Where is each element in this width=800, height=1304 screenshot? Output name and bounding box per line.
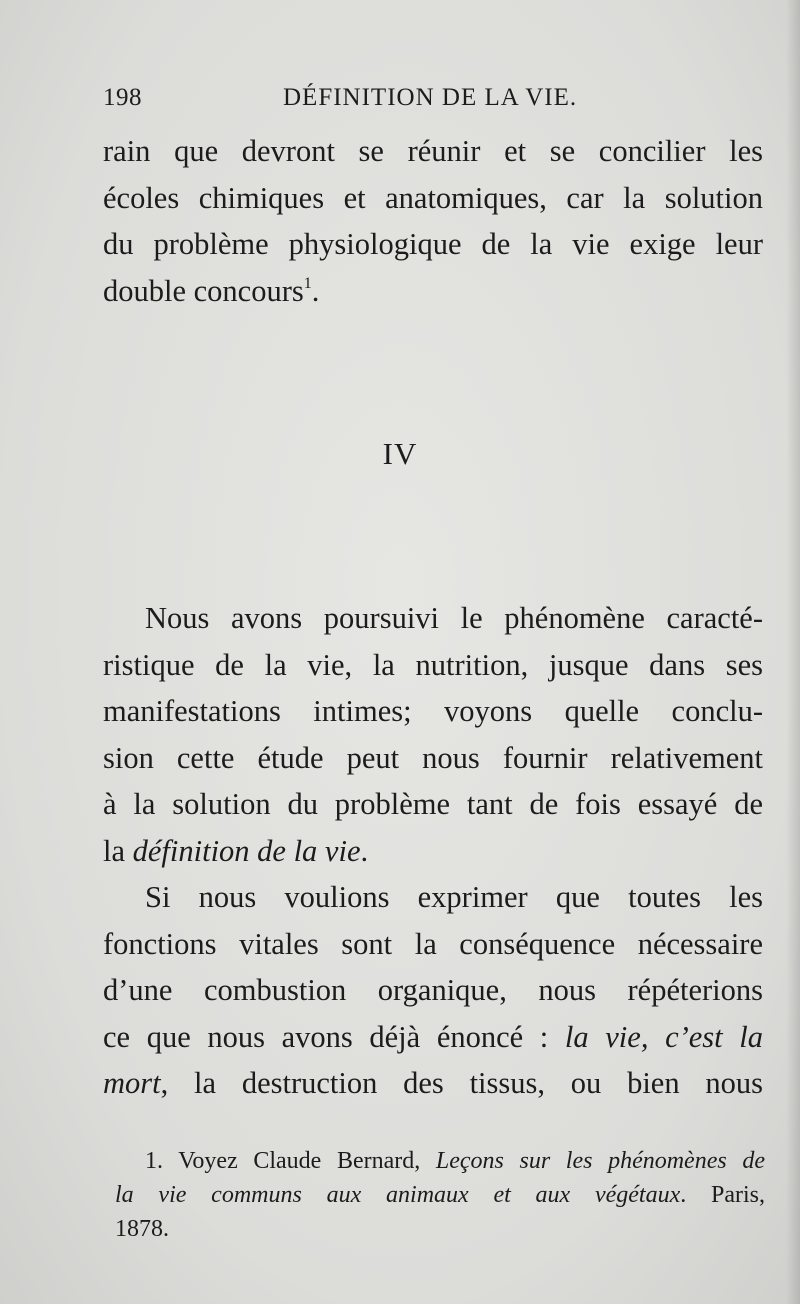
text-line: manifestations intimes; voyons quelle conclu- <box>103 694 763 728</box>
paragraph-combustion <box>103 874 763 1107</box>
paragraph-definition <box>103 595 763 874</box>
text-line: Si nous voulions exprimer que toutes les <box>145 880 763 914</box>
footnote-year: 1878. <box>115 1216 169 1242</box>
text-line: double concours$^1$. <box>103 273 320 308</box>
footnote-marker: 1. <box>145 1148 179 1174</box>
footnote-book-title: Leçons sur les phénomènes de <box>435 1148 765 1174</box>
text-line: rain que devront se réunir et se concilier les <box>103 134 763 168</box>
text-line: d’une combustion organique, nous répéterions <box>103 973 763 1007</box>
footnote-line: la vie communs aux animaux et aux végétaux. Paris, <box>115 1182 766 1208</box>
footnote-book-title: la vie communs aux animaux et aux végétaux <box>115 1182 681 1208</box>
text-line: sion cette étude peut nous fournir relativement <box>103 740 763 775</box>
text-line: ristique de la vie, la nutrition, jusque dans ses <box>103 647 763 682</box>
text-line: ce que nous avons déjà énoncé : la vie, c’est la <box>103 1019 763 1054</box>
page-number: 198 <box>103 84 142 111</box>
page-edge-shadow <box>786 0 800 1304</box>
running-title: DÉFINITION DE LA VIE. <box>283 84 578 111</box>
text-line: du problème physiologique de la vie exige leur <box>103 227 763 261</box>
italic-phrase: la vie, c’est la <box>564 1019 763 1054</box>
footnote <box>115 1144 765 1246</box>
footnote-line: 1. Voyez Claude Bernard, Leçons sur les phénomènes de <box>145 1148 765 1174</box>
text-line: écoles chimiques et anatomiques, car la solution <box>103 180 763 215</box>
text-line: la définition de la vie. <box>103 833 369 868</box>
section-heading: IV <box>382 436 418 471</box>
italic-phrase: mort <box>103 1066 161 1100</box>
continuation-paragraph <box>103 128 763 314</box>
text-line: fonctions vitales sont la conséquence nécessaire <box>103 926 763 961</box>
text-line: à la solution du problème tant de fois essayé de <box>103 787 763 821</box>
italic-phrase: définition de la vie <box>132 833 361 868</box>
text-line: Nous avons poursuivi le phénomène caracté- <box>145 601 763 635</box>
text-line: mort, la destruction des tissus, ou bien nous <box>103 1066 763 1100</box>
footnote-reference[interactable]: 1 <box>303 274 312 292</box>
